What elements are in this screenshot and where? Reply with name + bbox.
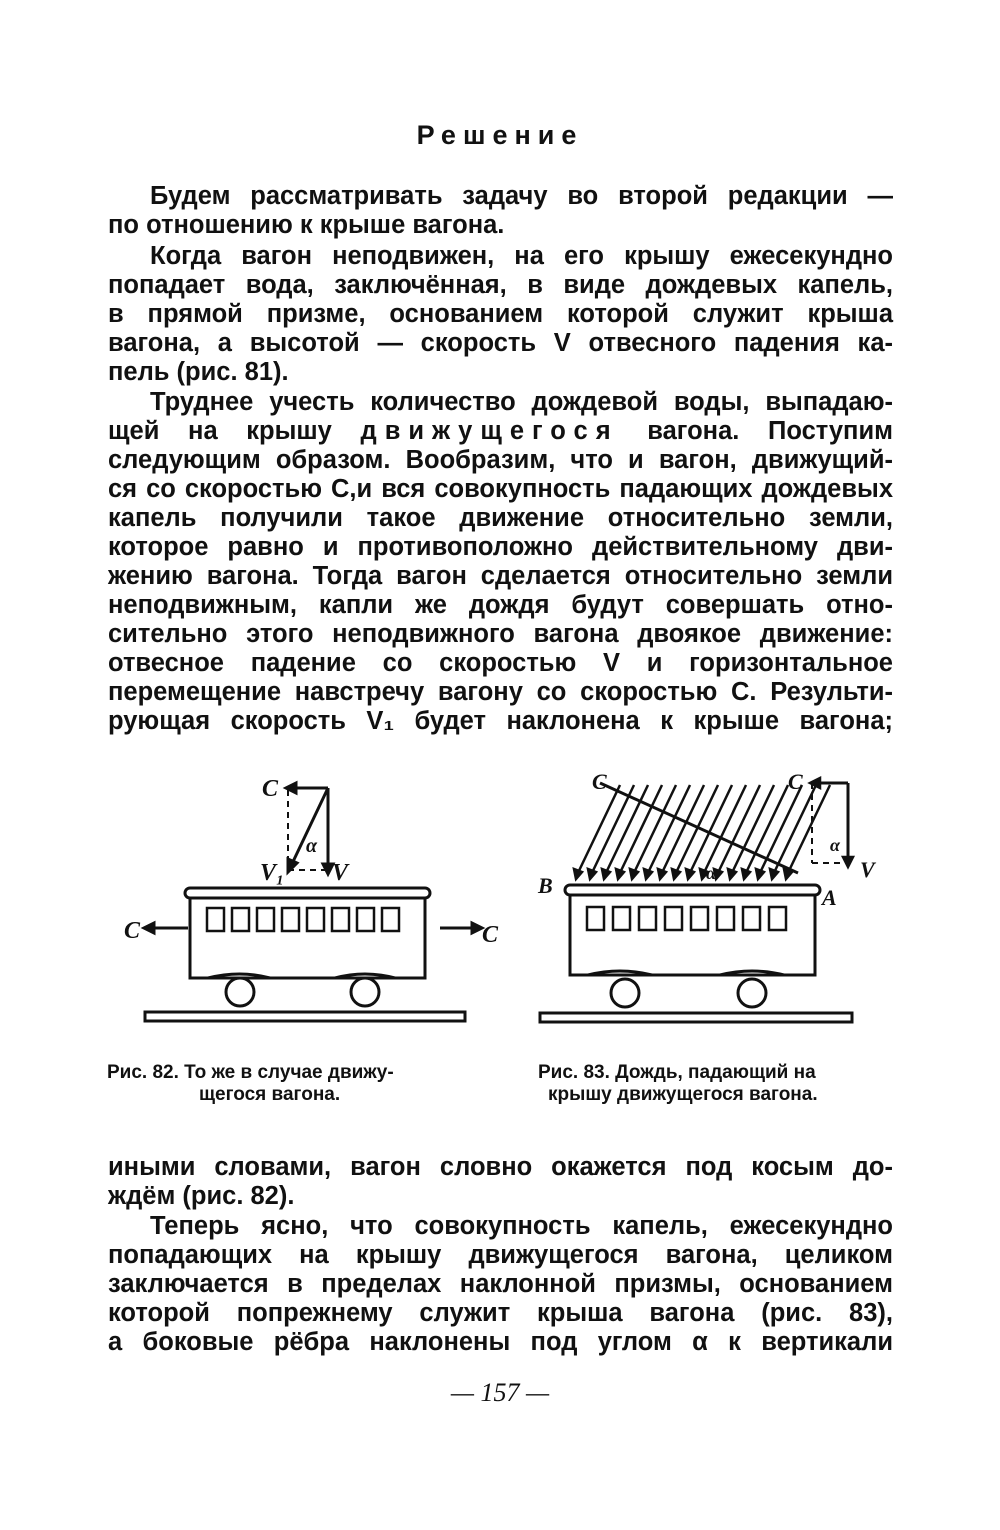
text-line: Будем рассматривать задачу во второй редакции — bbox=[150, 182, 893, 210]
caption-line: щегося вагона. bbox=[199, 1084, 341, 1105]
rain-streaks bbox=[574, 785, 830, 879]
text-line: по отношению к крыше вагона. bbox=[108, 211, 505, 239]
figure-82-caption bbox=[107, 1062, 502, 1106]
rain-arrowhead bbox=[728, 869, 736, 879]
wheel-left bbox=[226, 978, 254, 1006]
text-line: попадающих на крышу движущегося вагона, целиком bbox=[108, 1241, 893, 1269]
rain-streak bbox=[576, 785, 620, 877]
rain-arrowhead bbox=[588, 869, 596, 879]
text-line: Когда вагон неподвижен, на его крышу ежесекундно bbox=[150, 242, 893, 270]
text-line: рующая скорость V₁ будет наклонена к крыше вагона; bbox=[108, 707, 893, 735]
paragraph-2 bbox=[108, 242, 893, 387]
text-line: иными словами, вагон словно окажется под косым до- bbox=[108, 1153, 893, 1181]
arrow-right-head bbox=[472, 923, 482, 933]
label-v: V bbox=[860, 857, 875, 882]
text-line: пель (рис. 81). bbox=[108, 358, 289, 386]
arrow-left-head bbox=[144, 923, 154, 933]
label-c-left: C bbox=[592, 769, 607, 794]
page-number: — 157 — bbox=[450, 1378, 550, 1407]
text-line: заключается в пределах наклонной призмы, основанием bbox=[108, 1270, 893, 1298]
text-line: Теперь ясно, что совокупность капель, ежесекундно bbox=[150, 1212, 893, 1240]
rain-streak bbox=[646, 785, 690, 877]
paragraph-3 bbox=[108, 388, 893, 736]
text-line: ся со скоростью С,и вся совокупность падающих дождевых bbox=[108, 475, 893, 503]
rain-arrowhead bbox=[756, 869, 764, 879]
rain-arrowhead bbox=[686, 869, 694, 879]
wagon-windows bbox=[587, 907, 786, 930]
label-c-top: C bbox=[262, 776, 279, 802]
text-line: вагона, а высотой — скорость V отвесного падения ка- bbox=[108, 329, 893, 357]
text-line: в прямой призме, основанием которой служит крыша bbox=[108, 300, 893, 328]
text-line: перемещение навстречу вагону со скоростью С. Результи- bbox=[108, 678, 893, 706]
figure-82-moving-wagon bbox=[110, 770, 510, 1040]
text-line: следующим образом. Вообразим, что и вагон, движущий- bbox=[108, 446, 893, 474]
rain-arrowhead bbox=[672, 869, 680, 879]
text-line: которой попрежнему служит крыша вагона (рис. 83), bbox=[108, 1299, 893, 1327]
text-line: попадает вода, заключённая, в виде дождевых капель, bbox=[108, 271, 893, 299]
figure-83-caption bbox=[538, 1062, 898, 1106]
rain-streak bbox=[604, 785, 648, 877]
wheel-right bbox=[738, 979, 766, 1007]
rain-arrowhead bbox=[644, 869, 652, 879]
caption-line: Рис. 82. То же в случае движу- bbox=[107, 1062, 394, 1083]
rain-streak bbox=[618, 785, 662, 877]
wheel-left bbox=[611, 979, 639, 1007]
text-line: а боковые рёбра наклонены под углом α к вертикали bbox=[108, 1328, 893, 1356]
label-alpha: α bbox=[306, 835, 318, 857]
text-line: сительно этого неподвижного вагона двоякое движение: bbox=[108, 620, 893, 648]
text-fragment: щей на крышу bbox=[108, 417, 332, 445]
label-alpha-right: α bbox=[830, 835, 840, 855]
rail bbox=[145, 1012, 465, 1021]
rain-arrowhead bbox=[616, 869, 624, 879]
label-c-right: C bbox=[482, 922, 499, 948]
rain-streak bbox=[660, 785, 704, 877]
text-line: жению вагона. Тогда вагон сделается относительно земли bbox=[108, 562, 893, 590]
rain-arrowhead bbox=[630, 869, 638, 879]
text-fragment: вагона. Поступим bbox=[647, 417, 893, 445]
rain-streak bbox=[632, 785, 676, 877]
rain-streak bbox=[744, 785, 788, 877]
rain-arrowhead bbox=[742, 869, 750, 879]
label-a: A bbox=[822, 885, 837, 910]
paragraph-1 bbox=[108, 182, 893, 240]
rain-arrowhead bbox=[770, 869, 778, 879]
rain-streak bbox=[716, 785, 760, 877]
text-line: ждём (рис. 82). bbox=[108, 1182, 295, 1210]
figure-83-rain-on-wagon bbox=[530, 765, 890, 1045]
rain-arrowhead bbox=[658, 869, 666, 879]
wheel-right bbox=[351, 978, 379, 1006]
rain-streak bbox=[730, 785, 774, 877]
label-c-right: C bbox=[788, 769, 803, 794]
text-line: которое равно и противоположно действительному дви- bbox=[108, 533, 893, 561]
text-line: отвесное падение со скоростью V и горизонтальное bbox=[108, 649, 893, 677]
rain-arrowhead bbox=[602, 869, 610, 879]
caption-line: крышу движущегося вагона. bbox=[548, 1084, 818, 1105]
label-v1: V₁ bbox=[260, 860, 285, 886]
rail bbox=[540, 1013, 852, 1022]
rain-streak bbox=[590, 785, 634, 877]
paragraph-5 bbox=[108, 1212, 893, 1357]
text-line: капель получили такое движение относительно земли, bbox=[108, 504, 893, 532]
rain-arrowhead bbox=[574, 869, 582, 879]
text-line: Труднее учесть количество дождевой воды, выпадаю- bbox=[150, 388, 893, 416]
wagon-windows bbox=[207, 908, 399, 931]
text-line: неподвижным, капли же дождя будут совершать отно- bbox=[108, 591, 893, 619]
text-line-emphasis bbox=[108, 417, 893, 446]
label-c-left: C bbox=[124, 918, 141, 944]
caption-line: Рис. 83. Дождь, падающий на bbox=[538, 1062, 816, 1083]
emphasized-word: движущегося bbox=[360, 417, 619, 445]
label-v: V bbox=[332, 860, 349, 886]
paragraph-4 bbox=[108, 1153, 893, 1211]
section-heading: Решение bbox=[416, 120, 584, 150]
label-alpha-mid: α bbox=[706, 863, 716, 883]
label-b: B bbox=[538, 873, 553, 898]
